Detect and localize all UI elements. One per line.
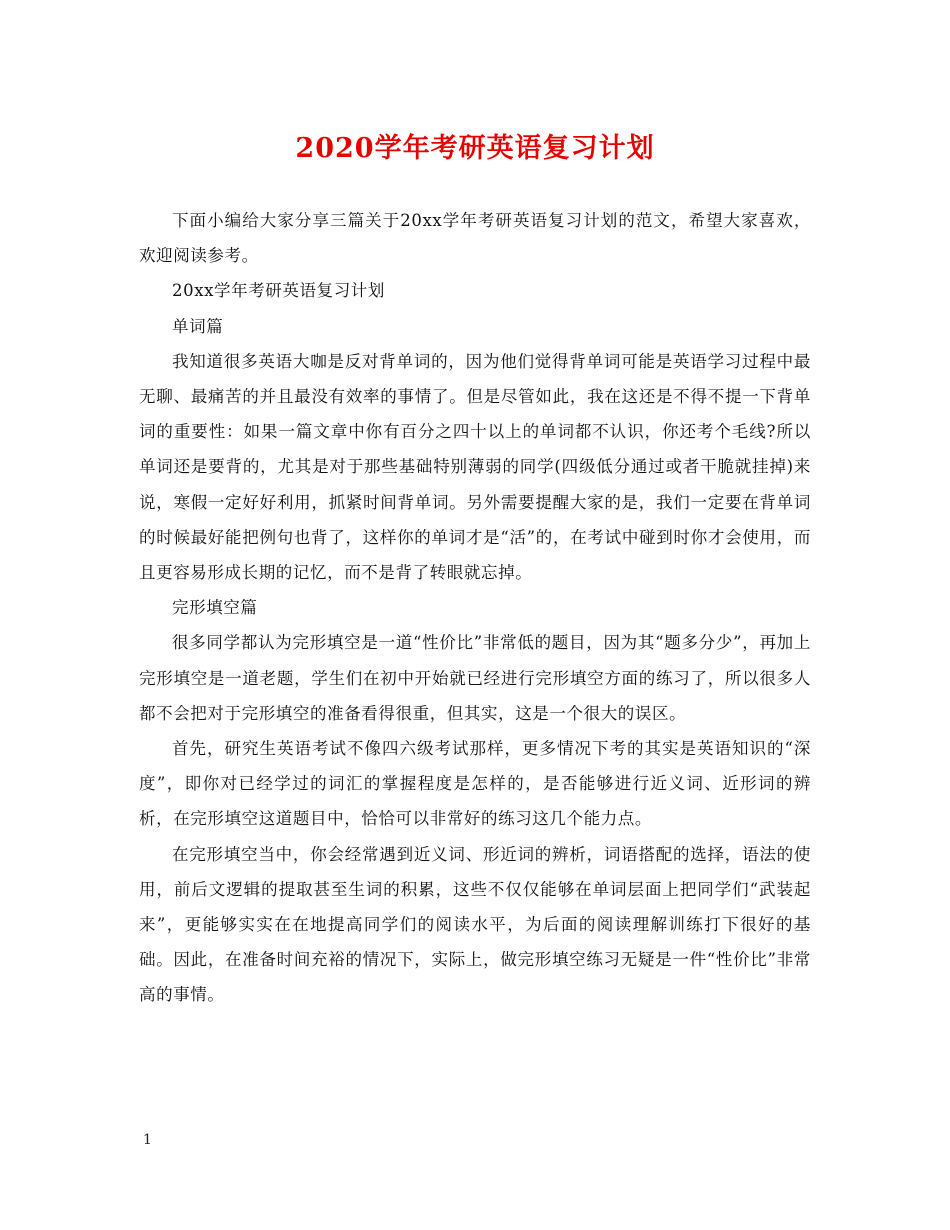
vocabulary-paragraph: 我知道很多英语大咖是反对背单词的，因为他们觉得背单词可能是英语学习过程中最无聊、最痛苦的并且最没有效率的事情了。但是尽管如此，我在这还是不得不提一下背单词的重要性：如果一篇文章中你有百分之四十以上的单词都不认识，你还考个毛线?所以单词还是要背的，尤其是对于那些基础特别薄弱的同学(四级低分通过或者干脆就挂掉)来说，寒假一定好好利用，抓紧时间背单词。另外需要提醒大家的是，我们一定要在背单词的时候最好能把例句也背了，这样你的单词才是“活”的，在考试中碰到时你才会使用，而且更容易形成长期的记忆，而不是背了转眼就忘掉。 bbox=[139, 351, 811, 583]
document-body bbox=[139, 203, 811, 1013]
section-title: 20xx学年考研英语复习计划 bbox=[172, 281, 386, 301]
cloze-paragraph-3: 在完形填空当中，你会经常遇到近义词、形近词的辨析，词语搭配的选择，语法的使用，前后文逻辑的提取甚至生词的积累，这些不仅仅能够在单词层面上把同学们“武装起来”，更能够实实在在地提高同学们的阅读水平，为后面的阅读理解训练打下很好的基础。因此，在准备时间充裕的情况下，实际上，做完形填空练习无疑是一件“性价比”非常高的事情。 bbox=[139, 844, 811, 1005]
cloze-paragraph-1: 很多同学都认为完形填空是一道“性价比”非常低的题目，因为其“题多分少”，再加上完形填空是一道老题，学生们在初中开始就已经进行完形填空方面的练习了，所以很多人都不会把对于完形填空的准备看得很重，但其实，这是一个很大的误区。 bbox=[139, 633, 811, 723]
page-number: 1 bbox=[143, 1132, 152, 1148]
subheading-vocabulary: 单词篇 bbox=[172, 316, 224, 336]
document-title: 2020学年考研英语复习计划 bbox=[295, 133, 655, 164]
intro-paragraph: 下面小编给大家分享三篇关于20xx学年考研英语复习计划的范文，希望大家喜欢，欢迎阅读参考。 bbox=[139, 211, 811, 266]
subheading-cloze: 完形填空篇 bbox=[172, 598, 258, 618]
cloze-paragraph-2: 首先，研究生英语考试不像四六级考试那样，更多情况下考的其实是英语知识的“深度”，即你对已经学过的词汇的掌握程度是怎样的，是否能够进行近义词、近形词的辨析，在完形填空这道题目中，恰恰可以非常好的练习这几个能力点。 bbox=[139, 739, 811, 829]
